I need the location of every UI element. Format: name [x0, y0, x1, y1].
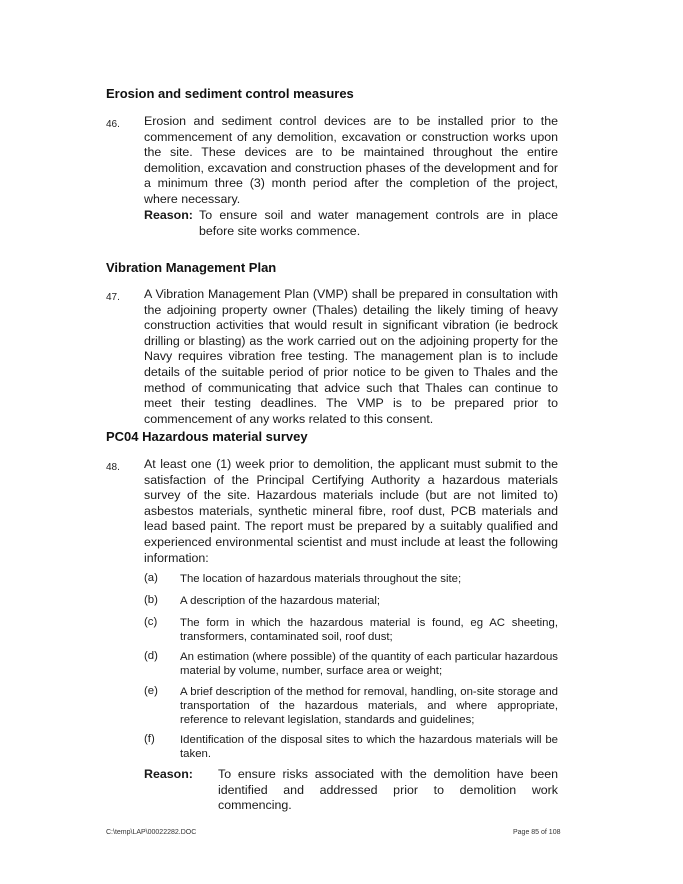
- heading-hazardous: PC04 Hazardous material survey: [106, 429, 308, 444]
- clause-46-body: Erosion and sediment control devices are to be installed prior to the commencement of any demolition, excavation or construction works upon the site. These devices are to be maintained throughout the entire demolition, excavation and construction phases of the development and for a minimum three (3) month period after the completion of the project, where necessary.: [144, 114, 558, 206]
- list-item-label: (b): [144, 594, 158, 606]
- list-item: An estimation (where possible) of the quantity of each particular hazardous material by volume, number, surface area or weight;: [180, 651, 558, 677]
- footer-file-path: C:\temp\LAP\00022282.DOC: [106, 829, 197, 836]
- list-item-label: (e): [144, 685, 158, 697]
- heading-vibration: Vibration Management Plan: [106, 260, 277, 275]
- reason-text-48: To ensure risks associated with the demolition have been identified and addressed prior to demolition work commencing.: [218, 767, 558, 813]
- reason-label-46: Reason:: [144, 208, 193, 222]
- list-item-label: (f): [144, 733, 155, 745]
- clause-number-46: 46.: [106, 119, 120, 130]
- clause-number-47: 47.: [106, 292, 120, 303]
- clause-number-48: 48.: [106, 462, 120, 473]
- reason-text-46: To ensure soil and water management controls are in place before site works commence.: [199, 208, 558, 238]
- reason-label-48: Reason:: [144, 767, 193, 781]
- heading-erosion: Erosion and sediment control measures: [106, 86, 354, 101]
- clause-47-body: A Vibration Management Plan (VMP) shall be prepared in consultation with the adjoining property owner (Thales) detailing the likely timing of heavy construction activities that would result in significant vibration (ie bedrock drilling or blasting) as the work carried out on the adjoining property for the Navy requires vibration free testing. The management plan is to include details of the suitable period of prior notice to be given to Thales and the method of communicating that advice such that Thales can continue to meet their testing deadlines. The VMP is to be prepared prior to commencement of any works related to this consent.: [144, 287, 558, 426]
- list-item-label: (a): [144, 572, 158, 584]
- list-item: The form in which the hazardous material is found, eg AC sheeting, transformers, contaminated soil, roof dust;: [180, 617, 558, 643]
- clause-48-body: At least one (1) week prior to demolition, the applicant must submit to the satisfaction of the Principal Certifying Authority a hazardous materials survey of the site. Hazardous materials include (but are not limited to) asbestos materials, synthetic mineral fibre, roof dust, PCB materials and lead based paint. The report must be prepared by a suitably qualified and experienced environmental scientist and must include at least the following information:: [144, 457, 558, 565]
- list-item: The location of hazardous materials throughout the site;: [180, 573, 462, 585]
- list-item-label: (c): [144, 616, 158, 628]
- list-item: A description of the hazardous material;: [180, 595, 381, 607]
- footer-page-number: Page 85 of 108: [513, 829, 561, 836]
- list-item: Identification of the disposal sites to which the hazardous materials will be taken.: [180, 734, 558, 760]
- list-item: A brief description of the method for removal, handling, on-site storage and transportation of the hazardous materials, and where appropriate, reference to relevant legislation, standards and guidelines;: [180, 686, 558, 726]
- list-item-label: (d): [144, 650, 158, 662]
